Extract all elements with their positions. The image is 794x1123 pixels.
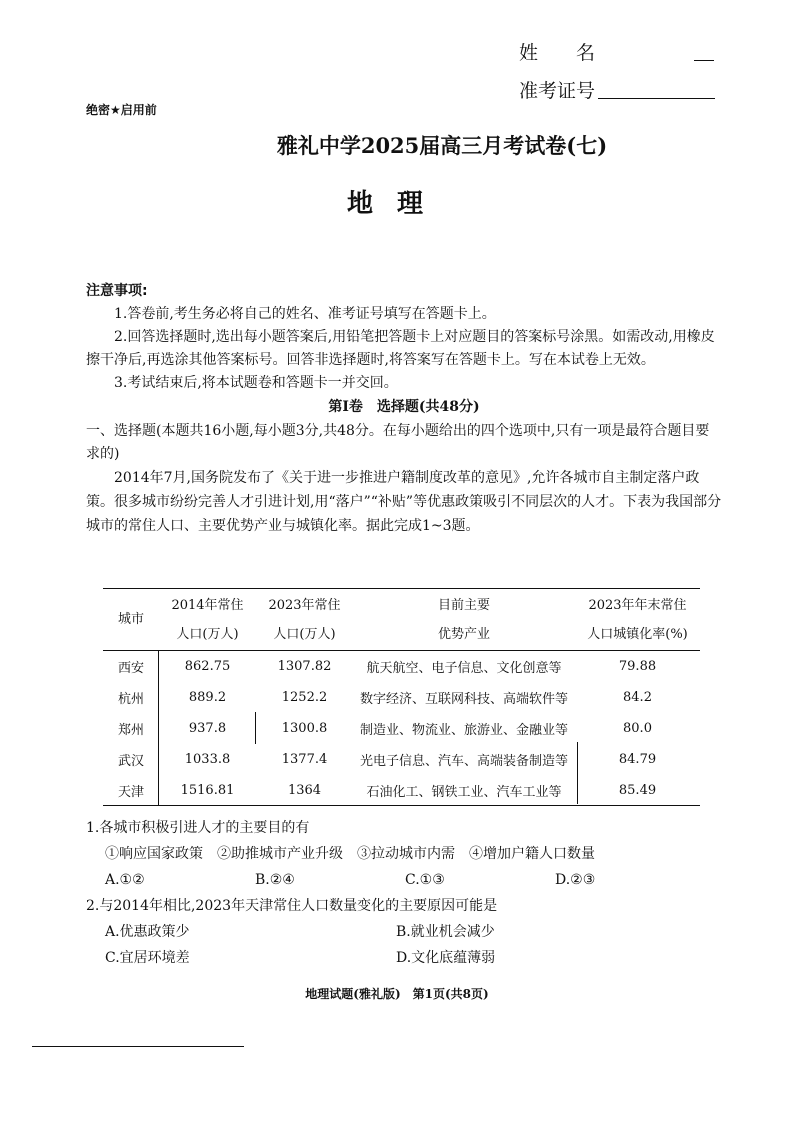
subject-title: 地理 — [346, 189, 447, 219]
table-row: 西安 862.75 1307.82 航天航空、电子信息、文化创意等 79.88 — [103, 650, 700, 682]
table-row: 郑州 937.8 1300.8 制造业、物流业、旅游业、金融业等 80.0 — [117, 720, 652, 738]
notes-block — [86, 280, 722, 538]
table-vline — [255, 712, 256, 744]
id-underline — [598, 98, 715, 99]
city-data-table — [103, 590, 700, 806]
confidential-mark: 绝密★启用前 — [86, 103, 157, 117]
option[interactable]: D.②③ — [555, 872, 596, 888]
option[interactable]: A.①② — [105, 872, 145, 888]
note-item: 3.考试结束后,将本试题卷和答题卡一并交回。 — [114, 375, 398, 391]
section-title: 第Ⅰ卷 选择题(共48分) — [328, 399, 480, 415]
note-item: 1.答卷前,考生务必将自己的姓名、准考证号填写在答题卡上。 — [114, 306, 496, 322]
table-header-cell: 目前主要 优势产业 — [437, 597, 490, 642]
table-header-cell: 2023年常住 人口(万人) — [268, 597, 341, 642]
question-options — [86, 919, 722, 945]
table-vline — [158, 650, 159, 805]
question-stem: 1.各城市积极引进人才的主要目的有 — [86, 820, 310, 836]
table-header-cell: 2014年常住 人口(万人) — [171, 597, 244, 642]
passage: 2014年7月,国务院发布了《关于进一步推进户籍制度改革的意见》,允许各城市自主制定落户政策。很多城市纷纷完善人才引进计划,用“落户”“补贴”等优惠政策吸引不同层次的人才。下表为我国部分城市的常住人口、主要优势产业与城镇化率。据此完成1~3题。 — [86, 470, 722, 534]
option[interactable]: B.就业机会减少 — [396, 924, 495, 940]
page-footer: 地理试题(雅礼版) 第1页(共8页) — [305, 987, 489, 1001]
table-header-cell: 城市 — [117, 612, 144, 628]
question-options — [86, 945, 722, 971]
question-statements: ①响应国家政策 ②助推城市产业升级 ③拉动城市内需 ④增加户籍人口数量 — [105, 846, 595, 862]
option[interactable]: C.①③ — [405, 872, 445, 888]
id-label: 准考证号 — [519, 80, 596, 102]
option[interactable]: C.宜居环境差 — [105, 950, 190, 966]
exam-title: 雅礼中学2025届高三月考试卷(七) — [276, 133, 608, 158]
note-item: 2.回答选择题时,选出每小题答案后,用铅笔把答题卡上对应题目的答案标号涂黑。如需改动,用橡皮擦干净后,再选涂其他答案标号。回答非选择题时,将答案写在答题卡上。写在本试卷上无效。 — [86, 329, 715, 368]
section-instructions: 一、选择题(本题共16小题,每小题3分,共48分。在每小题给出的四个选项中,只有一项是最符合题目要求的) — [86, 423, 710, 462]
option[interactable]: B.②④ — [255, 872, 295, 888]
option[interactable]: D.文化底蕴薄弱 — [396, 950, 496, 966]
table-header-cell: 2023年年末常住 人口城镇化率(%) — [587, 597, 688, 642]
table-row: 天津 1516.81 1364 石油化工、钢铁工业、汽车工业等 85.49 — [117, 782, 657, 800]
name-underline — [694, 60, 714, 61]
table-vline — [577, 742, 578, 804]
questions-block — [86, 815, 722, 971]
option[interactable]: A.优惠政策少 — [105, 924, 190, 940]
question-options — [86, 867, 722, 893]
question-stem: 2.与2014年相比,2023年天津常住人口数量变化的主要原因可能是 — [86, 898, 498, 914]
table-row: 杭州 889.2 1252.2 数字经济、互联网科技、高端软件等 84.2 — [117, 689, 652, 707]
footnote-rule — [32, 1046, 244, 1047]
table-row: 武汉 1033.8 1377.4 光电子信息、汽车、高端装备制造等 84.79 — [117, 751, 657, 769]
table-bottom-rule — [103, 805, 700, 806]
table-top-rule — [103, 588, 700, 589]
notes-heading: 注意事项: — [86, 283, 148, 299]
name-label: 姓 名 — [519, 42, 596, 64]
